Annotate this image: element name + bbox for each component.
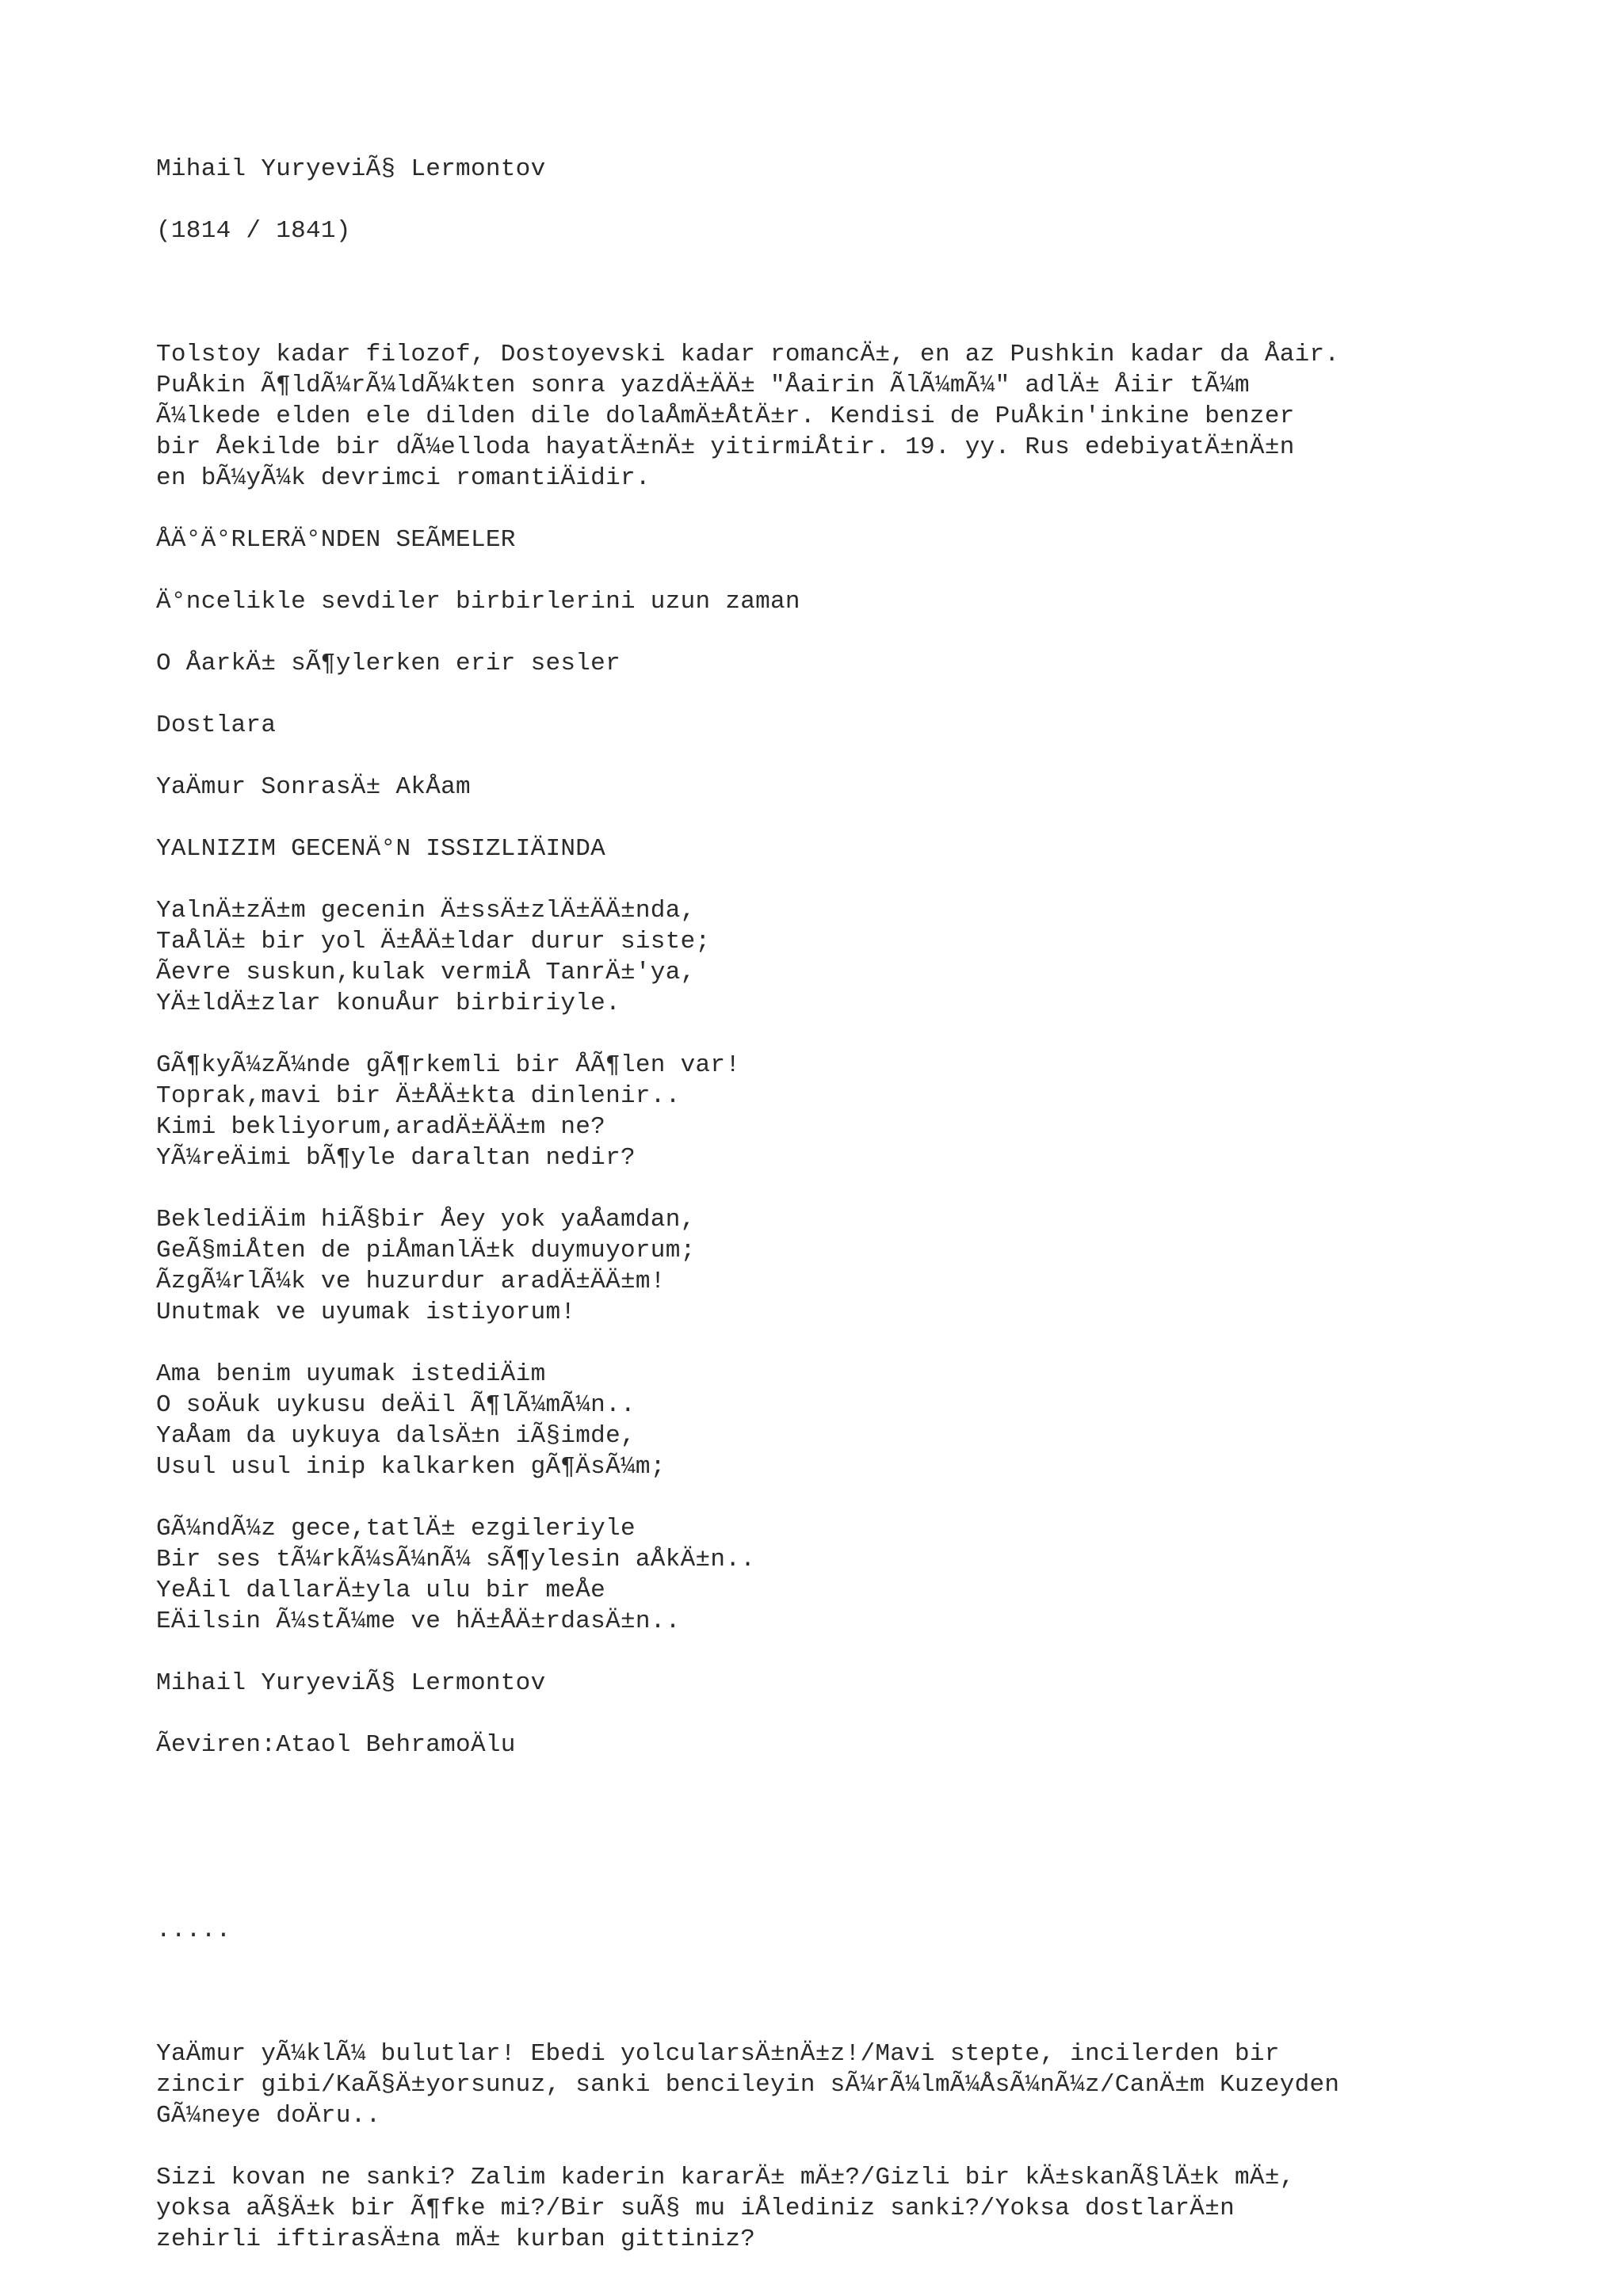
document-body [156,154,1503,2255]
text-line [156,555,1503,586]
text-line: ÃzgÃ¼rlÃ¼k ve huzurdur aradÄ±ÄÄ±m! [156,1268,666,1295]
text-line: BeklediÄim hiÃ§bir Åey yok yaÅamdan, [156,1206,696,1234]
text-line: EÄilsin Ã¼stÃ¼me ve hÄ±ÅÄ±rdasÄ±n.. [156,1608,681,1635]
text-line [156,1699,1503,1730]
text-line: Mihail YuryeviÃ§ Lermontov [156,155,546,183]
text-line: O soÄuk uykusu deÄil Ã¶lÃ¼mÃ¼n.. [156,1391,636,1419]
text-line: O ÅarkÄ± sÃ¶ylerken erir sesler [156,650,621,677]
text-line: GÃ¼neye doÄru.. [156,2102,381,2130]
text-line [156,1946,1503,1977]
text-line: ..... [156,1917,231,1944]
text-line: Mihail YuryeviÃ§ Lermontov [156,1669,546,1697]
text-line [156,1791,1503,1822]
text-line [156,1173,1503,1204]
text-line [156,494,1503,524]
text-line: Ä°ncelikle sevdiler birbirlerini uzun zaman [156,588,800,616]
text-line: Dostlara [156,711,277,739]
text-line [156,185,1503,215]
text-line [156,617,1503,648]
text-line [156,1977,1503,2008]
text-line: YaÄmur SonrasÄ± AkÅam [156,773,471,801]
text-line: Tolstoy kadar filozof, Dostoyevski kadar romancÄ±, en az Pushkin kadar da Åair. [156,341,1340,368]
text-line: Ãeviren:Ataol BehramoÄlu [156,1731,516,1759]
text-line [156,246,1503,277]
text-line [156,1760,1503,1791]
text-line [156,1853,1503,1884]
text-line: Unutmak ve uyumak istiyorum! [156,1299,576,1326]
text-line: PuÅkin Ã¶ldÃ¼rÃ¼ldÃ¼kten sonra yazdÄ±ÄÄ± "Åairin ÃlÃ¼mÃ¼" adlÄ± Åiir tÃ¼m [156,372,1250,399]
text-line [156,1019,1503,1050]
text-line: ÅÄ°Ä°RLERÄ°NDEN SEÃMELER [156,526,516,554]
text-line: bir Åekilde bir dÃ¼elloda hayatÄ±nÄ± yitirmiÅtir. 19. yy. Rus edebiyatÄ±nÄ±n [156,433,1295,461]
text-line: GeÃ§miÅten de piÅmanlÄ±k duymuyorum; [156,1237,696,1264]
text-line: GÃ¶kyÃ¼zÃ¼nde gÃ¶rkemli bir ÅÃ¶len var! [156,1051,741,1079]
text-line [156,679,1503,710]
text-line: GÃ¼ndÃ¼z gece,tatlÄ± ezgileriyle [156,1515,636,1543]
text-line [156,308,1503,339]
text-line: Usul usul inip kalkarken gÃ¶ÄsÃ¼m; [156,1453,666,1481]
text-line [156,1822,1503,1853]
text-line: zincir gibi/KaÃ§Ä±yorsunuz, sanki bencileyin sÃ¼rÃ¼lmÃ¼ÅsÃ¼nÃ¼z/CanÄ±m Kuzeyden [156,2071,1340,2099]
text-line: YÃ¼reÄimi bÃ¶yle daraltan nedir? [156,1144,636,1172]
text-line: YALNIZIM GECENÄ°N ISSIZLIÄINDA [156,835,606,863]
text-line: YeÅil dallarÄ±yla ulu bir meÅe [156,1577,606,1604]
text-line [156,2008,1503,2039]
text-line [156,1328,1503,1359]
text-line: YaÄmur yÃ¼klÃ¼ bulutlar! Ebedi yolcularsÄ±nÄ±z!/Mavi stepte, incilerden bir [156,2040,1280,2068]
text-line: Ama benim uyumak istediÄim [156,1360,546,1388]
text-line [156,1482,1503,1513]
text-line: Sizi kovan ne sanki? Zalim kaderin kararÄ± mÄ±?/Gizli bir kÄ±skanÃ§lÄ±k mÄ±, [156,2164,1295,2191]
text-line: Ã¼lkede elden ele dilden dile dolaÅmÄ±ÅtÄ±r. Kendisi de PuÅkin'inkine benzer [156,402,1295,430]
text-line: Kimi bekliyorum,aradÄ±ÄÄ±m ne? [156,1113,606,1141]
text-line: YaÅam da uykuya dalsÄ±n iÃ§imde, [156,1422,636,1450]
text-line: yoksa aÃ§Ä±k bir Ã¶fke mi?/Bir suÃ§ mu iÅlediniz sanki?/Yoksa dostlarÄ±n [156,2195,1235,2222]
text-line: en bÃ¼yÃ¼k devrimci romantiÄidir. [156,464,651,492]
text-line: Toprak,mavi bir Ä±ÅÄ±kta dinlenir.. [156,1082,681,1110]
text-line [156,1637,1503,1668]
text-line: Ãevre suskun,kulak vermiÅ TanrÄ±'ya, [156,959,696,986]
text-line [156,803,1503,833]
text-line [156,2131,1503,2162]
text-line: TaÅlÄ± bir yol Ä±ÅÄ±ldar durur siste; [156,928,711,955]
text-line [156,741,1503,772]
text-line: zehirli iftirasÄ±na mÄ± kurban gittiniz? [156,2225,756,2253]
text-line: YÄ±ldÄ±zlar konuÅur birbiriyle. [156,990,621,1017]
text-line [156,864,1503,895]
text-line [156,277,1503,308]
text-line [156,1884,1503,1915]
text-line: (1814 / 1841) [156,217,351,245]
text-line: YalnÄ±zÄ±m gecenin Ä±ssÄ±zlÄ±ÄÄ±nda, [156,897,696,925]
text-line: Bir ses tÃ¼rkÃ¼sÃ¼nÃ¼ sÃ¶ylesin aÅkÄ±n.. [156,1546,756,1573]
